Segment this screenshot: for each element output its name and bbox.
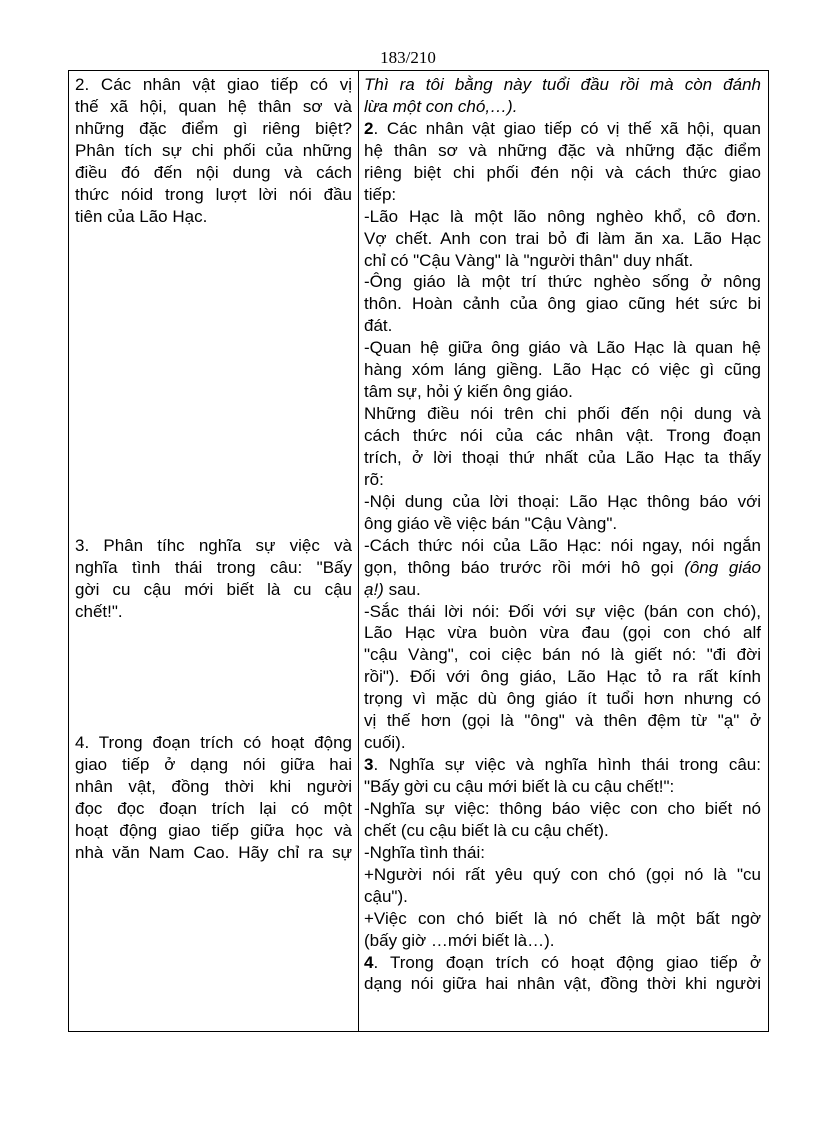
answer-line: rõ: — [364, 469, 384, 489]
question-line: 3. Phân tíhc nghĩa sự việc và — [75, 535, 352, 555]
question-line: 2. Các nhân vật giao tiếp có vị — [75, 75, 352, 94]
answer-line: -Nghĩa tình thái: — [364, 842, 485, 862]
question-2 — [75, 74, 352, 228]
question-line: nghĩa tình thái trong câu: "Bấy — [75, 557, 352, 577]
answer-2-gon-text: gọn, thông báo trước rồi mới hô gọi — [364, 557, 685, 577]
answer-2-gon-italic: (ông giáo — [684, 557, 761, 577]
answer-line: đát. — [364, 316, 393, 336]
question-line: nhà văn Nam Cao. Hãy chỉ ra sự — [75, 843, 352, 863]
answer-line: tiếp: — [364, 184, 397, 204]
questions-column — [75, 74, 352, 864]
question-line: Phân tích sự chi phối của những — [75, 140, 352, 160]
answer-line: trích, ở lời thoại thứ nhất của Lão Hạc ta thấy — [364, 447, 761, 467]
answer-line: riêng biệt chi phối đén nội và cách thức giao — [364, 162, 761, 182]
answer-2 — [364, 140, 761, 557]
answer-2-number: 2 — [364, 118, 374, 138]
answers-column — [364, 74, 761, 995]
answer-line: cậu"). — [364, 886, 408, 906]
answer-2-gon-line — [364, 557, 761, 579]
answer-intro-quote — [364, 74, 761, 118]
spacer — [75, 228, 352, 535]
answer-2-tail — [364, 601, 761, 755]
answer-line: Những điều nói trên chi phối đến nội dung và — [364, 404, 761, 424]
answer-line: hàng xóm láng giềng. Lão Hạc có việc gì cũng — [364, 360, 761, 380]
answer-line: -Nghĩa sự việc: thông báo việc con cho biết nó — [364, 798, 761, 818]
question-line: điều đó đến nội dung và cách — [75, 162, 352, 182]
answer-line: Lão Hạc vừa buòn vừa đau (gọi con chó alf — [364, 623, 761, 643]
answer-2-a-italic: ạ!) — [364, 579, 384, 599]
question-line: đọc đọc đoạn trích lại có một — [75, 799, 352, 819]
page-number: 183/210 — [380, 48, 436, 67]
answer-line: +Người nói rất yêu quý con chó (gọi nó là "cu — [364, 864, 761, 884]
question-line: giao tiếp ở dạng nói giữa hai — [75, 755, 352, 775]
answer-line: lừa một con chó,…). — [364, 96, 518, 116]
answer-2-first-line — [364, 118, 761, 140]
answer-line: +Việc con chó biết là nó chết là một bất ngờ — [364, 908, 761, 928]
answer-line: tâm sự, hỏi ý kiến ông giáo. — [364, 382, 573, 402]
answer-4-number: 4 — [364, 952, 374, 972]
answer-3-first-line — [364, 754, 761, 776]
question-line: những đặc điểm gì riêng biệt? — [75, 118, 352, 138]
answer-line: chỉ có "Cậu Vàng" là "người thân" duy nhất. — [364, 250, 694, 270]
answer-line: -Sắc thái lời nói: Đối với sự việc (bán con chó), — [364, 601, 761, 621]
answer-line: Thì ra tôi bằng này tuổi đầu rồi mà còn đánh — [364, 75, 761, 94]
answer-line: -Cách thức nói của Lão Hạc: nói ngay, nói ngắn — [364, 535, 761, 555]
question-3 — [75, 535, 352, 623]
answer-2-a-line — [364, 579, 761, 601]
answer-line: "Bấy gời cu cậu mới biết là cu cậu chết!": — [364, 777, 675, 796]
answer-line: -Lão Hạc là một lão nông nghèo khổ, cô đơn. — [364, 206, 761, 226]
answer-4 — [364, 973, 761, 995]
answer-3-first-text: . Nghĩa sự việc và nghĩa hình thái trong câu: — [373, 755, 761, 775]
question-4 — [75, 732, 352, 864]
question-line: gời cu cậu mới biết là cu cậu — [75, 579, 352, 599]
answer-line: Vợ chết. Anh con trai bỏ đi làm ăn xa. Lão Hạc — [364, 228, 761, 248]
answer-line: "cậu Vàng", coi ciệc bán nó là giết nó: "đi đời — [364, 645, 761, 665]
answer-line: cuối). — [364, 733, 406, 753]
answer-line: ông giáo về việc bán "Cậu Vàng". — [364, 513, 618, 533]
answer-4-first-text: . Trong đoạn trích có hoạt động giao tiếp ở — [373, 952, 761, 972]
spacer — [75, 623, 352, 733]
answer-line: -Nội dung của lời thoại: Lão Hạc thông báo với — [364, 491, 761, 511]
question-line: nhân vật, đồng thời khi người — [75, 777, 352, 797]
answer-4-first-line — [364, 952, 761, 974]
answer-line: thôn. Hoàn cảnh của ông giao cũng hét sức bi — [364, 294, 761, 314]
answer-3 — [364, 776, 761, 952]
question-line: 4. Trong đoạn trích có hoạt động — [75, 733, 352, 753]
answer-line: rồi"). Đối với ông giáo, Lão Hạc tỏ ra rất kính — [364, 667, 761, 687]
answer-line: chết (cu cậu biết là cu cậu chết). — [364, 820, 609, 840]
answer-2-first-text: . Các nhân vật giao tiếp có vị thế xã hội, quan — [373, 118, 761, 138]
question-line: tiên của Lão Hạc. — [75, 206, 208, 226]
answer-line: vị thế hơn (gọi là "ông" và thên đệm từ "ạ" ở — [364, 711, 761, 731]
answer-2-a-text: sau. — [383, 579, 421, 599]
answer-line: dạng nói giữa hai nhân vật, đồng thời khi người — [364, 974, 761, 994]
answer-line: trọng vì mặc dù ông giáo ít tuổi hơn nhưng có — [364, 689, 761, 709]
question-line: chết!". — [75, 601, 123, 621]
answer-3-number: 3 — [364, 755, 374, 775]
answer-line: (bấy giờ …mới biết là…). — [364, 930, 555, 950]
answer-line: -Ông giáo là một trí thức nghèo sống ở nông — [364, 272, 761, 292]
answer-line: cách thức nói của các nhân vật. Trong đoạn — [364, 426, 761, 445]
column-divider — [358, 71, 359, 1031]
question-line: thức nóid trong lượt lời nói đầu — [75, 184, 352, 204]
question-line: hoạt động giao tiếp giữa học và — [75, 821, 352, 841]
question-line: thế xã hội, quan hệ thân sơ và — [75, 96, 352, 116]
answer-line: -Quan hệ giữa ông giáo và Lão Hạc là quan hệ — [364, 338, 761, 358]
qa-table — [68, 70, 769, 1032]
answer-line: hệ thân sơ và những đặc và những đặc điểm — [364, 140, 761, 160]
